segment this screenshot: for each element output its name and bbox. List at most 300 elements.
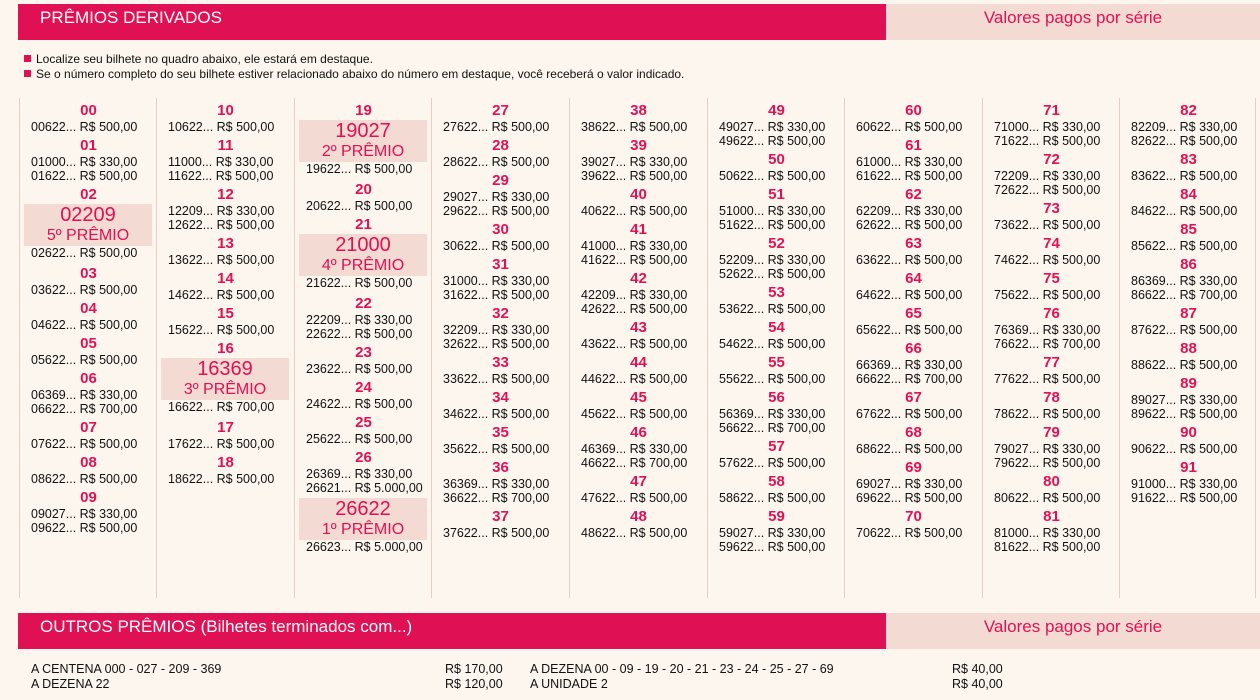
- ending-group: [708, 284, 845, 316]
- ending-group: [570, 424, 707, 470]
- ending-number: 83: [1180, 151, 1197, 168]
- ending-group: [845, 340, 982, 386]
- ending-number: 45: [630, 389, 647, 406]
- ticket-value-line: 72209... R$ 330,00: [994, 169, 1101, 183]
- ending-number: 43: [630, 319, 647, 336]
- ending-group: [845, 424, 982, 456]
- ending-group: [295, 379, 432, 411]
- ending-number: 53: [768, 284, 785, 301]
- ending-group: [1120, 340, 1257, 372]
- ending-number: 24: [355, 379, 372, 396]
- ticket-value-line: 39027... R$ 330,00: [581, 155, 688, 169]
- ticket-value-line: 63622... R$ 500,00: [856, 253, 963, 267]
- other-values-label: Valores pagos por série: [886, 613, 1260, 649]
- ticket-value-line: 27622... R$ 500,00: [443, 120, 550, 134]
- ending-number: 00: [80, 102, 97, 119]
- ending-number: 62: [905, 186, 922, 203]
- ending-group: [708, 473, 845, 505]
- prize-column: [294, 98, 431, 598]
- ending-number: 09: [80, 489, 97, 506]
- ending-group: [708, 354, 845, 386]
- ticket-value-line: 35622... R$ 500,00: [443, 442, 550, 456]
- ticket-value-line: 42209... R$ 330,00: [581, 288, 688, 302]
- ticket-value-line: 31622... R$ 500,00: [443, 288, 550, 302]
- other-prize-value: R$ 40,00: [952, 662, 1003, 676]
- ticket-value-line: 79027... R$ 330,00: [994, 442, 1101, 456]
- ticket-value-line: 78622... R$ 500,00: [994, 407, 1101, 421]
- ending-number: 29: [492, 172, 509, 189]
- ending-group: [1120, 424, 1257, 456]
- ticket-value-line: 76622... R$ 700,00: [994, 337, 1101, 351]
- prize-column: [982, 98, 1119, 598]
- ending-group: [295, 181, 432, 213]
- ending-number: 80: [1043, 473, 1060, 490]
- ending-group: [20, 300, 157, 332]
- ending-number: 08: [80, 454, 97, 471]
- values-label: Valores pagos por série: [886, 4, 1260, 40]
- ticket-value-line: 49027... R$ 330,00: [719, 120, 826, 134]
- ticket-value-line: 13622... R$ 500,00: [168, 253, 275, 267]
- ticket-value-line: 72622... R$ 500,00: [994, 183, 1101, 197]
- ending-group: [983, 473, 1120, 505]
- ticket-value-line: 06622... R$ 700,00: [31, 402, 138, 416]
- ticket-value-line: 89027... R$ 330,00: [1131, 393, 1238, 407]
- ending-group: [570, 221, 707, 267]
- ending-group: [983, 151, 1120, 197]
- winning-number: 16369: [197, 358, 253, 380]
- ticket-value-line: 01000... R$ 330,00: [31, 155, 138, 169]
- prize-rank: 5º PRÊMIO: [46, 227, 130, 244]
- ticket-value-line: 51000... R$ 330,00: [719, 204, 826, 218]
- ending-number: 33: [492, 354, 509, 371]
- ending-number: 01: [80, 137, 97, 154]
- ending-group: [20, 186, 157, 260]
- ticket-value-line: 01622... R$ 500,00: [31, 169, 138, 183]
- ticket-value-line: 34622... R$ 500,00: [443, 407, 550, 421]
- instructions: [24, 52, 684, 82]
- ending-group: [295, 216, 432, 290]
- header-bar: [18, 4, 1260, 40]
- ticket-value-line: 79622... R$ 500,00: [994, 456, 1101, 470]
- ticket-value-line: 51622... R$ 500,00: [719, 218, 826, 232]
- prize-column: [156, 98, 293, 598]
- other-prize-value: R$ 170,00: [445, 662, 503, 676]
- ticket-value-line: 62622... R$ 500,00: [856, 218, 963, 232]
- other-right-values: [952, 662, 1003, 692]
- ticket-value-line: 53622... R$ 500,00: [719, 302, 826, 316]
- ending-group: [20, 489, 157, 535]
- ticket-value-line: 48622... R$ 500,00: [581, 526, 688, 540]
- ending-number: 14: [217, 270, 234, 287]
- ticket-value-line: 62209... R$ 330,00: [856, 204, 963, 218]
- ending-group: [1120, 221, 1257, 253]
- ending-number: 86: [1180, 256, 1197, 273]
- ticket-value-line: 33622... R$ 500,00: [443, 372, 550, 386]
- ending-group: [295, 498, 432, 554]
- prize-column: [431, 98, 568, 598]
- ending-number: 13: [217, 235, 234, 252]
- ticket-value-line: 91000... R$ 330,00: [1131, 477, 1238, 491]
- ending-group: [570, 389, 707, 421]
- note-text: Se o número completo do seu bilhete estiver relacionado abaixo do número em destaque, você receberá o valor indicado.: [36, 67, 685, 81]
- ticket-value-line: 06369... R$ 330,00: [31, 388, 138, 402]
- ticket-value-line: 11000... R$ 330,00: [168, 155, 274, 169]
- ticket-value-line: 57622... R$ 500,00: [719, 456, 826, 470]
- ticket-value-line: 26621... R$ 5.000,00: [306, 481, 423, 495]
- note-item: [24, 67, 684, 82]
- ending-group: [432, 221, 569, 253]
- ending-group: [20, 419, 157, 451]
- ending-group: [845, 102, 982, 134]
- ending-group: [432, 102, 569, 134]
- ending-group: [157, 235, 294, 267]
- ticket-value-line: 36622... R$ 700,00: [443, 491, 550, 505]
- prize-rank: 3º PRÊMIO: [183, 381, 267, 398]
- prize-rank: 4º PRÊMIO: [321, 257, 405, 274]
- ticket-value-line: 08622... R$ 500,00: [31, 472, 138, 486]
- ending-number: 66: [905, 340, 922, 357]
- ticket-value-line: 32209... R$ 330,00: [443, 323, 550, 337]
- ending-number: 91: [1180, 459, 1197, 476]
- ending-number: 77: [1043, 354, 1060, 371]
- ticket-value-line: 22622... R$ 500,00: [306, 327, 413, 341]
- ending-number: 50: [768, 151, 785, 168]
- winning-number: 21000: [335, 234, 391, 256]
- ending-number: 40: [630, 186, 647, 203]
- ticket-value-line: 45622... R$ 500,00: [581, 407, 688, 421]
- prize-column: [707, 98, 844, 598]
- ending-group: [708, 319, 845, 351]
- ending-number: 47: [630, 473, 647, 490]
- ending-number: 36: [492, 459, 509, 476]
- ticket-value-line: 18622... R$ 500,00: [168, 472, 275, 486]
- ending-number: 38: [630, 102, 647, 119]
- ending-number: 10: [217, 102, 234, 119]
- ticket-value-line: 76369... R$ 330,00: [994, 323, 1101, 337]
- ending-number: 55: [768, 354, 785, 371]
- ending-group: [157, 454, 294, 486]
- other-left-labels: [31, 662, 221, 692]
- ending-group: [708, 151, 845, 183]
- ending-number: 16: [217, 340, 234, 357]
- ticket-value-line: 40622... R$ 500,00: [581, 204, 688, 218]
- ticket-value-line: 77622... R$ 500,00: [994, 372, 1101, 386]
- ticket-value-line: 26623... R$ 5.000,00: [306, 540, 423, 554]
- ticket-value-line: 31000... R$ 330,00: [443, 274, 550, 288]
- ticket-value-line: 03622... R$ 500,00: [31, 283, 138, 297]
- ending-number: 69: [905, 459, 922, 476]
- ticket-value-line: 52209... R$ 330,00: [719, 253, 826, 267]
- prize-column: [19, 98, 156, 598]
- ticket-value-line: 54622... R$ 500,00: [719, 337, 826, 351]
- other-prize-label: A CENTENA 000 - 027 - 209 - 369: [31, 662, 222, 676]
- prize-rank: 1º PRÊMIO: [321, 521, 405, 538]
- ending-group: [295, 295, 432, 341]
- ending-number: 81: [1043, 508, 1060, 525]
- ticket-value-line: 17622... R$ 500,00: [168, 437, 275, 451]
- ticket-value-line: 10622... R$ 500,00: [168, 120, 275, 134]
- ending-number: 42: [630, 270, 647, 287]
- ending-number: 58: [768, 473, 785, 490]
- ticket-value-line: 21622... R$ 500,00: [306, 276, 413, 290]
- ending-group: [20, 102, 157, 134]
- ending-group: [1120, 459, 1257, 505]
- ending-number: 90: [1180, 424, 1197, 441]
- ticket-value-line: 38622... R$ 500,00: [581, 120, 688, 134]
- ending-group: [708, 102, 845, 148]
- ticket-value-line: 14622... R$ 500,00: [168, 288, 275, 302]
- ending-group: [157, 270, 294, 302]
- ending-group: [570, 508, 707, 540]
- bullet-square-icon: [24, 55, 31, 62]
- other-prize-label: A DEZENA 22: [31, 677, 110, 691]
- ticket-value-line: 69622... R$ 500,00: [856, 491, 963, 505]
- ticket-value-line: 69027... R$ 330,00: [856, 477, 963, 491]
- ending-number: 22: [355, 295, 372, 312]
- ending-group: [20, 265, 157, 297]
- ticket-value-line: 81000... R$ 330,00: [994, 526, 1101, 540]
- ending-group: [157, 102, 294, 134]
- ticket-value-line: 24622... R$ 500,00: [306, 397, 413, 411]
- ending-number: 44: [630, 354, 647, 371]
- ending-number: 63: [905, 235, 922, 252]
- winning-number: 19027: [335, 120, 391, 142]
- ending-group: [295, 102, 432, 176]
- ending-number: 11: [217, 137, 234, 154]
- ending-number: 15: [217, 305, 234, 322]
- ticket-value-line: 30622... R$ 500,00: [443, 239, 550, 253]
- ending-group: [570, 354, 707, 386]
- ticket-value-line: 52622... R$ 500,00: [719, 267, 826, 281]
- ending-number: 56: [768, 389, 785, 406]
- ending-number: 51: [768, 186, 785, 203]
- ending-group: [983, 200, 1120, 232]
- other-prize-label: A UNIDADE 2: [530, 677, 608, 691]
- highlighted-prize: [299, 120, 427, 162]
- ending-number: 48: [630, 508, 647, 525]
- ticket-value-line: 43622... R$ 500,00: [581, 337, 688, 351]
- ending-group: [570, 270, 707, 316]
- ticket-value-line: 85622... R$ 500,00: [1131, 239, 1238, 253]
- ending-number: 03: [80, 265, 97, 282]
- ending-group: [845, 508, 982, 540]
- winning-number: 02209: [60, 204, 116, 226]
- ticket-value-line: 82622... R$ 500,00: [1131, 134, 1238, 148]
- ticket-value-line: 32622... R$ 500,00: [443, 337, 550, 351]
- ticket-value-line: 04622... R$ 500,00: [31, 318, 138, 332]
- ticket-value-line: 71622... R$ 500,00: [994, 134, 1101, 148]
- ticket-value-line: 42622... R$ 500,00: [581, 302, 688, 316]
- ticket-value-line: 22209... R$ 330,00: [306, 313, 413, 327]
- ticket-value-line: 68622... R$ 500,00: [856, 442, 963, 456]
- ending-group: [845, 459, 982, 505]
- ending-number: 49: [768, 102, 785, 119]
- ending-number: 87: [1180, 305, 1197, 322]
- ending-number: 76: [1043, 305, 1060, 322]
- ending-group: [1120, 375, 1257, 421]
- ending-number: 25: [355, 414, 372, 431]
- ending-group: [432, 424, 569, 456]
- ending-group: [845, 186, 982, 232]
- ticket-value-line: 36369... R$ 330,00: [443, 477, 550, 491]
- ticket-value-line: 71000... R$ 330,00: [994, 120, 1101, 134]
- ending-number: 68: [905, 424, 922, 441]
- ending-number: 72: [1043, 151, 1060, 168]
- ticket-value-line: 55622... R$ 500,00: [719, 372, 826, 386]
- other-prizes-bar: [18, 613, 1260, 649]
- ticket-value-line: 29027... R$ 330,00: [443, 190, 550, 204]
- ending-number: 04: [80, 300, 97, 317]
- ticket-value-line: 50622... R$ 500,00: [719, 169, 826, 183]
- ending-group: [570, 319, 707, 351]
- ending-number: 02: [80, 186, 97, 203]
- ticket-value-line: 61622... R$ 500,00: [856, 169, 963, 183]
- other-left-values: [445, 662, 503, 692]
- ending-number: 31: [492, 256, 509, 273]
- ending-number: 17: [217, 419, 234, 436]
- ending-number: 75: [1043, 270, 1060, 287]
- ending-number: 46: [630, 424, 647, 441]
- ticket-value-line: 29622... R$ 500,00: [443, 204, 550, 218]
- ticket-value-line: 00622... R$ 500,00: [31, 120, 138, 134]
- note-item: [24, 52, 684, 67]
- ticket-value-line: 37622... R$ 500,00: [443, 526, 550, 540]
- ending-group: [1120, 102, 1257, 148]
- ending-number: 79: [1043, 424, 1060, 441]
- ending-group: [432, 459, 569, 505]
- ending-number: 82: [1180, 102, 1197, 119]
- ending-group: [983, 424, 1120, 470]
- ticket-value-line: 16622... R$ 700,00: [168, 400, 275, 414]
- ending-number: 28: [492, 137, 509, 154]
- ending-number: 41: [630, 221, 647, 238]
- ending-group: [157, 419, 294, 451]
- highlighted-prize: [161, 358, 289, 400]
- ending-group: [20, 137, 157, 183]
- ending-group: [1120, 305, 1257, 337]
- ending-group: [983, 102, 1120, 148]
- ending-number: 70: [905, 508, 922, 525]
- ticket-value-line: 39622... R$ 500,00: [581, 169, 688, 183]
- ticket-value-line: 65622... R$ 500,00: [856, 323, 963, 337]
- other-prizes-title: OUTROS PRÊMIOS (Bilhetes terminados com...): [18, 613, 886, 649]
- ending-group: [432, 137, 569, 169]
- ending-number: 73: [1043, 200, 1060, 217]
- ending-number: 20: [355, 181, 372, 198]
- ticket-value-line: 46622... R$ 700,00: [581, 456, 688, 470]
- ending-number: 21: [355, 216, 372, 233]
- ending-group: [295, 449, 432, 495]
- ticket-value-line: 58622... R$ 500,00: [719, 491, 826, 505]
- ending-number: 67: [905, 389, 922, 406]
- ticket-value-line: 46369... R$ 330,00: [581, 442, 688, 456]
- ending-number: 27: [492, 102, 509, 119]
- ending-number: 12: [217, 186, 234, 203]
- ticket-value-line: 59622... R$ 500,00: [719, 540, 826, 554]
- ticket-value-line: 74622... R$ 500,00: [994, 253, 1101, 267]
- ticket-value-line: 09027... R$ 330,00: [31, 507, 138, 521]
- ticket-value-line: 11622... R$ 500,00: [168, 169, 274, 183]
- ticket-value-line: 28622... R$ 500,00: [443, 155, 550, 169]
- other-prize-value: R$ 120,00: [445, 677, 503, 691]
- ending-number: 05: [80, 335, 97, 352]
- ticket-value-line: 25622... R$ 500,00: [306, 432, 413, 446]
- ending-group: [157, 186, 294, 232]
- ticket-value-line: 02622... R$ 500,00: [31, 246, 138, 260]
- ending-group: [570, 473, 707, 505]
- ending-group: [295, 414, 432, 446]
- ending-number: 18: [217, 454, 234, 471]
- prize-column: [844, 98, 981, 598]
- ending-group: [845, 235, 982, 267]
- ending-number: 64: [905, 270, 922, 287]
- ticket-value-line: 90622... R$ 500,00: [1131, 442, 1238, 456]
- ending-number: 54: [768, 319, 785, 336]
- ending-group: [983, 354, 1120, 386]
- ending-group: [845, 137, 982, 183]
- ticket-value-line: 87622... R$ 500,00: [1131, 323, 1238, 337]
- ending-group: [20, 454, 157, 486]
- prize-column: [569, 98, 706, 598]
- ending-group: [983, 305, 1120, 351]
- ending-group: [432, 508, 569, 540]
- ticket-value-line: 61000... R$ 330,00: [856, 155, 963, 169]
- ticket-value-line: 41000... R$ 330,00: [581, 239, 688, 253]
- ending-group: [845, 389, 982, 421]
- ending-group: [983, 508, 1120, 554]
- ticket-value-line: 60622... R$ 500,00: [856, 120, 963, 134]
- prize-column: [1119, 98, 1256, 598]
- ending-group: [157, 137, 294, 183]
- ending-number: 26: [355, 449, 372, 466]
- highlighted-prize: [299, 498, 427, 540]
- ending-group: [1120, 151, 1257, 183]
- ending-group: [983, 389, 1120, 421]
- other-right-labels: [530, 662, 834, 692]
- ending-group: [295, 344, 432, 376]
- prize-rank: 2º PRÊMIO: [321, 143, 405, 160]
- ticket-value-line: 44622... R$ 500,00: [581, 372, 688, 386]
- ending-number: 74: [1043, 235, 1060, 252]
- ticket-value-line: 75622... R$ 500,00: [994, 288, 1101, 302]
- ending-group: [570, 137, 707, 183]
- ending-number: 57: [768, 438, 785, 455]
- ending-number: 78: [1043, 389, 1060, 406]
- ticket-value-line: 84622... R$ 500,00: [1131, 204, 1238, 218]
- ticket-value-line: 80622... R$ 500,00: [994, 491, 1101, 505]
- ending-group: [708, 438, 845, 470]
- ticket-value-line: 20622... R$ 500,00: [306, 199, 413, 213]
- note-text: Localize seu bilhete no quadro abaixo, ele estará em destaque.: [36, 52, 373, 66]
- ending-number: 71: [1043, 102, 1060, 119]
- ticket-value-line: 91622... R$ 500,00: [1131, 491, 1238, 505]
- ending-group: [845, 270, 982, 302]
- ticket-value-line: 67622... R$ 500,00: [856, 407, 963, 421]
- bullet-square-icon: [24, 70, 31, 77]
- ending-group: [432, 354, 569, 386]
- ending-number: 89: [1180, 375, 1197, 392]
- ending-group: [432, 389, 569, 421]
- ticket-value-line: 41622... R$ 500,00: [581, 253, 688, 267]
- ending-number: 88: [1180, 340, 1197, 357]
- ending-number: 37: [492, 508, 509, 525]
- ending-number: 39: [630, 137, 647, 154]
- ending-group: [20, 370, 157, 416]
- ending-number: 32: [492, 305, 509, 322]
- ending-group: [983, 270, 1120, 302]
- ticket-value-line: 12622... R$ 500,00: [168, 218, 275, 232]
- ending-group: [570, 186, 707, 218]
